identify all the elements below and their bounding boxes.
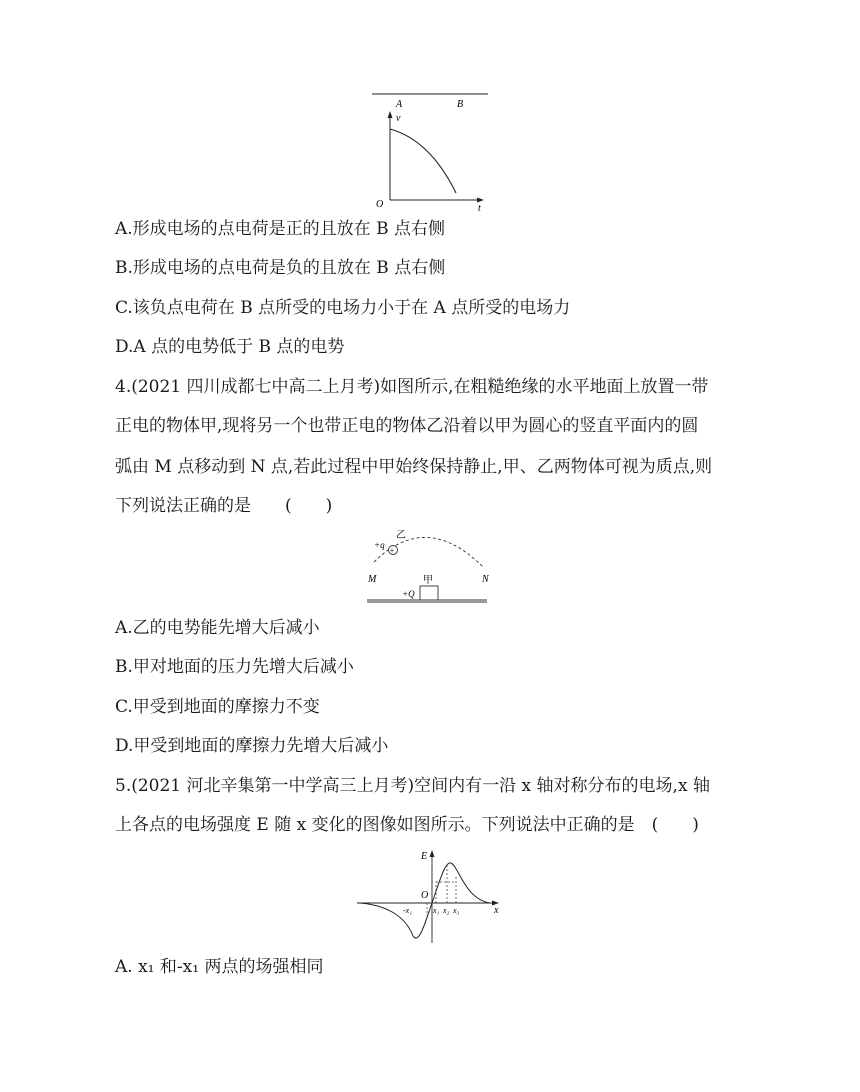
e-axis-arrow: [430, 850, 435, 857]
origin-label: O: [421, 890, 429, 901]
point-b-label: B: [457, 99, 464, 110]
q3-option-a: A.形成电场的点电荷是正的且放在 B 点右侧: [115, 219, 445, 239]
ground-hatch: [367, 600, 487, 603]
point-m-label: M: [368, 574, 377, 585]
charge-Q-label: +Q: [402, 589, 415, 599]
neg-x1-label: -x₁: [403, 906, 412, 915]
x3-label: x₃: [453, 906, 460, 915]
x-axis-label: x: [494, 905, 499, 916]
q3-option-d: D.A 点的电势低于 B 点的电势: [115, 337, 345, 357]
jia-label: 甲: [423, 575, 433, 586]
e-axis-label: E: [421, 851, 428, 862]
x2-label: x₂: [443, 906, 450, 915]
charge-q-label: +q: [374, 540, 385, 550]
q5-stem-line2: 上各点的电场强度 E 随 x 变化的图像如图所示。下列说法中正确的是 ( ): [115, 815, 699, 835]
body-yi-sign: +: [389, 546, 395, 555]
q4-stem-line2: 正电的物体甲,现将另一个也带正电的物体乙沿着以甲为圆心的竖直平面内的圆: [115, 416, 699, 436]
t-axis-arrow: [477, 198, 484, 203]
q5-option-a: A. x₁ 和-x₁ 两点的场强相同: [115, 957, 324, 977]
field-strength-figure: [355, 843, 505, 946]
velocity-time-figure: [360, 85, 500, 215]
origin-label: O: [376, 199, 384, 210]
point-n-label: N: [482, 574, 489, 585]
q3-option-c: C.该负点电荷在 B 点所受的电场力小于在 A 点所受的电场力: [115, 298, 571, 318]
v-axis-arrow: [388, 111, 393, 118]
q4-option-a: A.乙的电势能先增大后减小: [115, 618, 320, 638]
q4-stem-line3: 弧由 M 点移动到 N 点,若此过程中甲始终保持静止,甲、乙两物体可视为质点,则: [115, 457, 713, 477]
q4-stem-line1: 4.(2021 四川成都七中高二上月考)如图所示,在粗糙绝缘的水平地面上放置一带: [115, 377, 709, 397]
point-a-label: A: [396, 99, 403, 110]
charged-bodies-figure: [362, 520, 512, 608]
q4-stem-line4: 下列说法正确的是 ( ): [115, 496, 333, 516]
q4-option-c: C.甲受到地面的摩擦力不变: [115, 697, 320, 717]
t-axis-label: t: [478, 203, 481, 214]
q4-option-b: B.甲对地面的压力先增大后减小: [115, 657, 354, 677]
q4-option-d: D.甲受到地面的摩擦力先增大后减小: [115, 736, 389, 756]
body-jia: [420, 586, 438, 600]
x1-label: x₁: [433, 906, 440, 915]
q5-stem-line1: 5.(2021 河北辛集第一中学高三上月考)空间内有一沿 x 轴对称分布的电场,x 轴: [115, 776, 710, 796]
velocity-curve: [390, 129, 456, 193]
v-axis-label: v: [396, 113, 401, 124]
yi-label: 乙: [396, 530, 406, 541]
q3-option-b: B.形成电场的点电荷是负的且放在 B 点右侧: [115, 258, 446, 278]
